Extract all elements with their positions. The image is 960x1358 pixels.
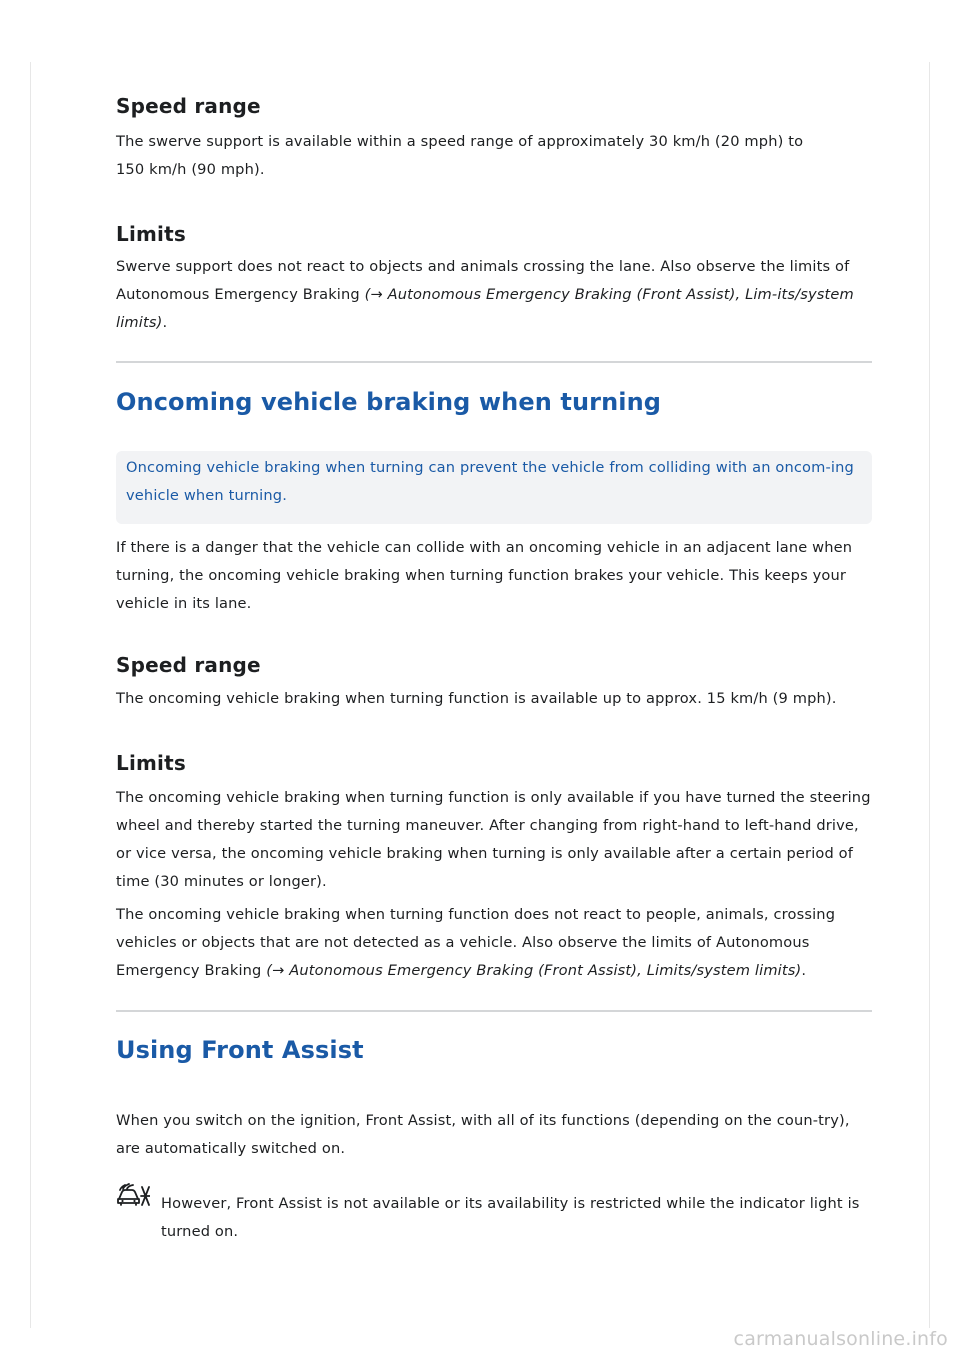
sentence-end: . xyxy=(162,314,168,331)
front-assist-title: Using Front Assist xyxy=(116,1036,364,1064)
page-border-right xyxy=(929,62,930,1328)
swerve-limits-text xyxy=(116,253,872,337)
cross-reference-link[interactable]: (→ Autonomous Emergency Braking (Front Assist), Limits/system limits) xyxy=(266,962,802,979)
oncoming-speed-range-text: The oncoming vehicle braking when turning function is available up to approx. 15 km/h (9 mph). xyxy=(116,690,837,707)
intro-text: Oncoming vehicle braking when turning can prevent the vehicle from colliding with an oncom-ing vehicle when turning. xyxy=(126,459,854,504)
swerve-speed-range-text: The swerve support is available within a speed range of approximately 30 km/h (20 mph) to 150 km/h (90 mph). xyxy=(116,133,804,178)
page-border-left xyxy=(30,62,31,1328)
swerve-limits-body: Swerve support does not react to objects and animals crossing the lane. Also observe the limits of Autonomous Emergency Braking xyxy=(116,258,850,303)
cross-reference-link[interactable]: (→ Autonomous Emergency Braking (Front Assist), Lim-its/system limits) xyxy=(116,286,854,331)
front-assist-warning-indicator-icon xyxy=(116,1183,150,1207)
speed-range-heading: Speed range xyxy=(116,653,261,677)
section-divider xyxy=(116,361,872,363)
front-assist-body-text: When you switch on the ignition, Front Assist, with all of its functions (depending on the coun-try), are automatically switched on. xyxy=(116,1112,850,1157)
sentence-end: . xyxy=(801,962,807,979)
oncoming-limits-text-1: The oncoming vehicle braking when turning function is only available if you have turned the steering wheel and thereby started the turning maneuver. After changing from right-hand to left-hand drive, or vice versa, the oncoming vehicle braking when turning is only available after a certain period of time (30 minutes or longer). xyxy=(116,789,871,890)
limits-heading: Limits xyxy=(116,222,186,246)
indicator-light-note: However, Front Assist is not available or its availability is restricted while the indicator light is turned on. xyxy=(161,1195,860,1240)
oncoming-limits-text-2 xyxy=(116,901,872,985)
limits-heading: Limits xyxy=(116,751,186,775)
speed-range-heading: Speed range xyxy=(116,94,261,118)
watermark: carmanualsonline.info xyxy=(733,1328,948,1350)
intro-box xyxy=(116,451,872,524)
oncoming-braking-title: Oncoming vehicle braking when turning xyxy=(116,388,662,416)
section-divider xyxy=(116,1010,872,1012)
oncoming-limits-body: The oncoming vehicle braking when turning function does not react to people, animals, crossing vehicles or objects that are not detected as a vehicle. Also observe the limits of Autonomous Emergency Braking xyxy=(116,906,836,979)
oncoming-body-text: If there is a danger that the vehicle can collide with an oncoming vehicle in an adjacent lane when turning, the oncoming vehicle braking when turning function brakes your vehicle. This keeps your vehicle in its lane. xyxy=(116,539,853,612)
